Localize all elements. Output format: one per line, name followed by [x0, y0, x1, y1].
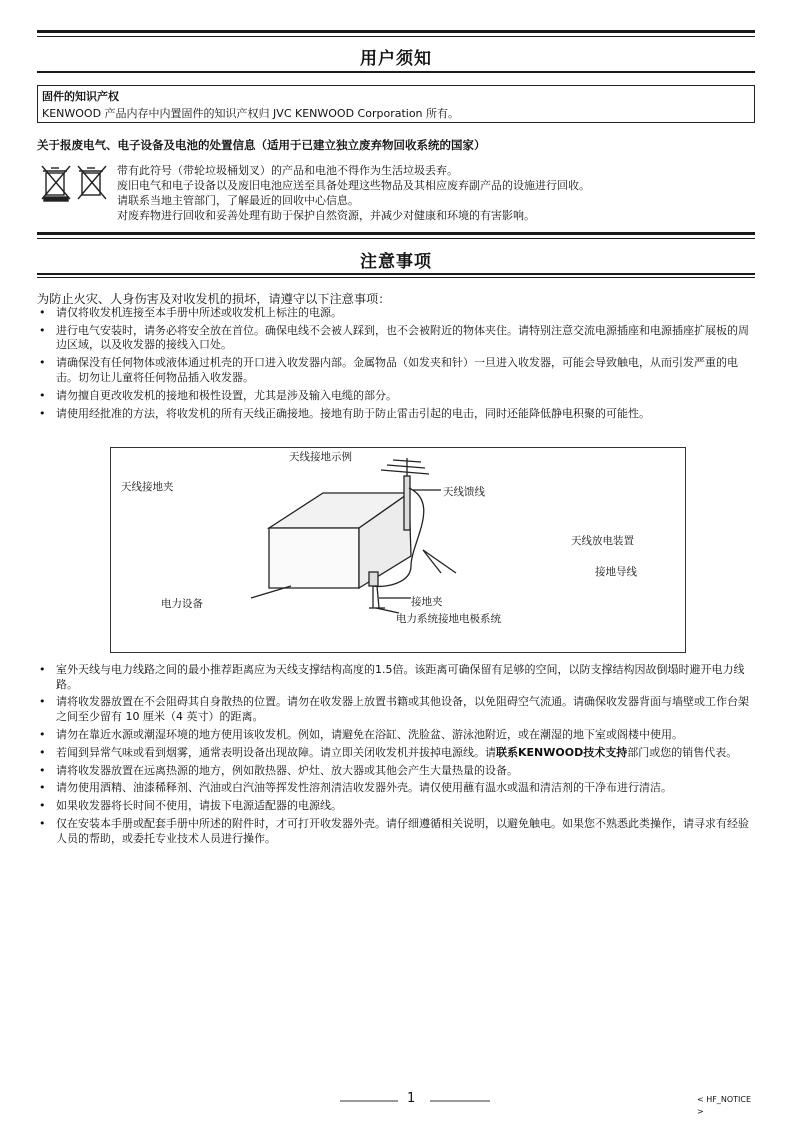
list-item: • 进行电气安装时，请务必将安全放在首位。确保电线不会被人踩到，也不会被附近的物体夹住。请特别注意交流电源插座和电源插座扩展板的周边区域，以及收发器的接线入口处。 [37, 324, 755, 353]
caution-list-top [37, 306, 755, 424]
caution-rule-thin [37, 238, 755, 239]
weee-line: 带有此符号（带轮垃圾桶划叉）的产品和电池不得作为生活垃圾丢弃。 [117, 164, 458, 177]
list-item: • 室外天线与电力线路之间的最小推荐距离应为天线支撑结构高度的1.5倍。该距离可确保留有足够的空间，以防支撑结构因故倒塌时避开电力线路。 [37, 663, 755, 692]
weee-line: 对废弃物进行回收和妥善处理有助于保护自然资源，并减少对健康和环境的有害影响。 [117, 209, 535, 222]
firmware-ip-text: KENWOOD 产品内存中内置固件的知识产权归 JVC KENWOOD Corporation 所有。 [42, 107, 460, 120]
label-ground-conductor: 接地导线 [595, 566, 637, 578]
list-item: • 请使用经批准的方法，将收发机的所有天线正确接地。接地有助于防止雷击引起的电击，同时还能降低静电积聚的可能性。 [37, 407, 755, 422]
caution-list-bottom [37, 663, 755, 850]
caution-rule-thick [37, 232, 755, 235]
crossed-battery-bin-icon [78, 166, 106, 199]
crossed-bin-icon [42, 166, 70, 201]
list-item: • 请勿在靠近水源或潮湿环境的地方使用该收发机。例如，请避免在浴缸、洗脸盆、游泳池附近，或在潮湿的地下室或阁楼中使用。 [37, 728, 755, 743]
crossed-bin-icons [40, 163, 110, 203]
list-item: • 请将收发器放置在不会阻碍其自身散热的位置。请勿在收发器上放置书籍或其他设备，以免阻碍空气流通。请确保收发器背面与墙壁或工作台架之间至少留有 10 厘米（4 英寸）的距离。 [37, 695, 755, 724]
label-ground-clamp: 接地夹 [411, 596, 443, 608]
list-item: • 请确保没有任何物体或液体通过机壳的开口进入收发器内部。金属物品（如发夹和针）一旦进入收发器，可能会导致触电，从而引发严重的电击。切勿让儿童将任何物品插入收发器。 [37, 356, 755, 385]
list-item: • 请仅将收发机连接至本手册中所述或收发机上标注的电源。 [37, 306, 755, 321]
list-item: • 如果收发器将长时间不使用，请拔下电源适配器的电源线。 [37, 799, 755, 814]
firmware-ip-heading: 固件的知识产权 [42, 90, 119, 103]
label-antenna-clamp: 天线接地夹 [121, 481, 174, 493]
weee-line: 请联系当地主管部门，了解最近的回收中心信息。 [117, 194, 359, 207]
page-title: 用户须知 [360, 49, 432, 69]
smoke-text-a: 若闻到异常气味或看到烟雾，通常表明设备出现故障。请立即关闭收发机并拔掉电源线。请 [56, 745, 496, 759]
footer-line-right [430, 1100, 490, 1102]
weee-heading: 关于报废电气、电子设备及电池的处置信息（适用于已建立独立废弃物回收系统的国家） [37, 138, 486, 152]
list-item [37, 746, 755, 761]
antenna-grounding-diagram [110, 447, 686, 653]
footer-line-left [340, 1100, 398, 1102]
list-item: • 请将收发器放置在远离热源的地方，例如散热器、炉灶、放大器或其他会产生大量热量的设备。 [37, 764, 755, 779]
list-item: • 请勿使用酒精、油漆稀释剂、汽油或白汽油等挥发性溶剂清洁收发器外壳。请仅使用蘸有温水或温和清洁剂的干净布进行清洁。 [37, 781, 755, 796]
page-number: 1 [407, 1091, 416, 1106]
weee-text [117, 163, 590, 223]
firmware-ip-box [37, 85, 755, 123]
kenwood-support-text: 联系KENWOOD技术支持 [496, 745, 628, 759]
caution-title: 注意事项 [360, 252, 432, 272]
diagram-title: 天线接地示例 [289, 451, 352, 463]
list-item: • 请勿擅自更改收发机的接地和极性设置，尤其是涉及输入电缆的部分。 [37, 389, 755, 404]
caution-underline-thin [37, 277, 755, 278]
caution-underline [37, 273, 755, 275]
label-electrode-system: 电力系统接地电极系统 [396, 613, 501, 625]
smoke-text-b: 部门或您的销售代表。 [627, 745, 738, 759]
top-rule-thin [37, 36, 755, 37]
list-item: • 仅在安装本手册或配套手册中所述的附件时，才可打开收发器外壳。请仔细遵循相关说明，以避免触电。如果您不熟悉此类操作，请寻求有经验人员的帮助，或委托专业技术人员进行操作。 [37, 817, 755, 846]
weee-line: 废旧电气和电子设备以及废旧电池应送至具备处理这些物品及其相应废弃副产品的设施进行回收。 [117, 179, 590, 192]
label-electric-service: 电力设备 [161, 598, 203, 610]
notice-tag: < HF_NOTICE > [697, 1095, 752, 1116]
label-lead-in-wire: 天线馈线 [443, 486, 485, 498]
title-underline [37, 71, 755, 73]
caution-intro: 为防止火灾、人身伤害及对收发机的损坏，请遵守以下注意事项： [37, 292, 391, 306]
top-rule-thick [37, 30, 755, 33]
label-discharge-unit: 天线放电装置 [571, 535, 634, 547]
